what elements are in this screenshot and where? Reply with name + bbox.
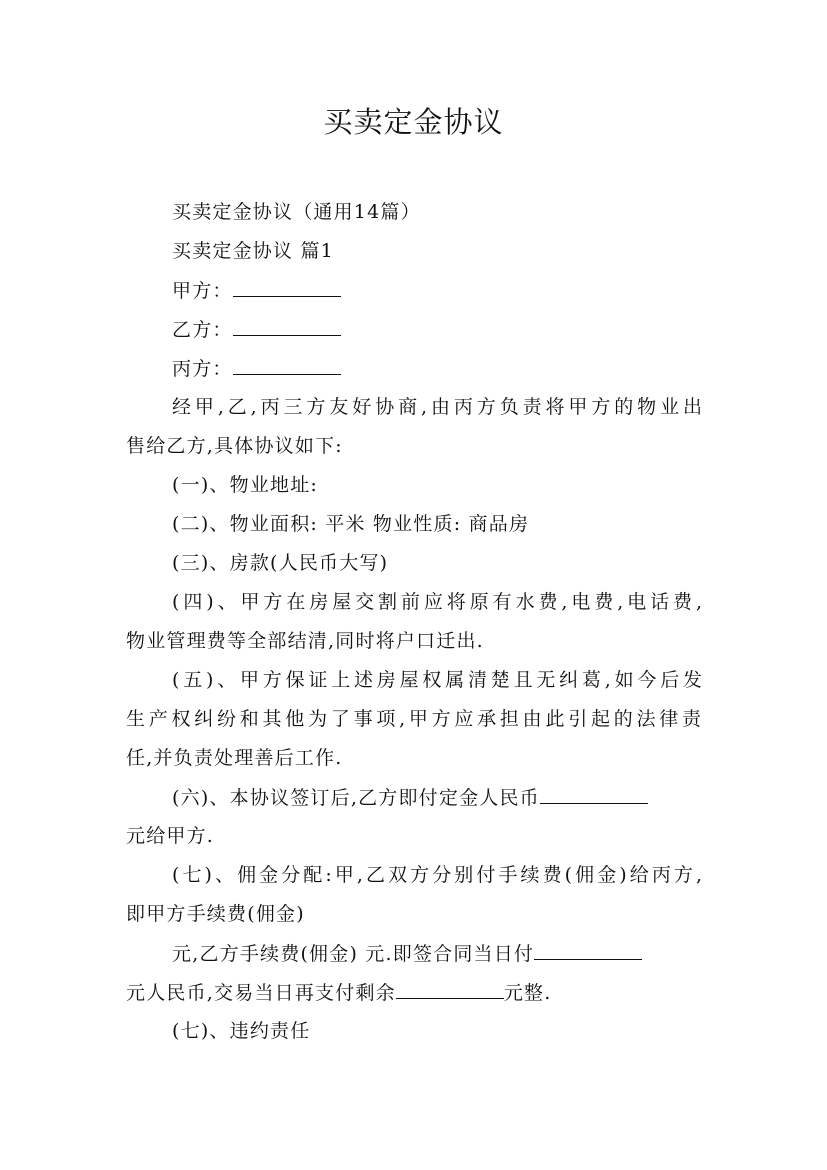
clause-7-line: 元,乙方手续费(佣金) 元.即签合同当日付 (172, 941, 642, 966)
clause-3: (三)、房款(人民币大写) (172, 552, 389, 574)
party-c-line: 丙方： (172, 356, 341, 381)
deposit-amount-blank[interactable] (540, 785, 648, 804)
clause-7-line: 即甲方手续费(佣金) (126, 903, 305, 925)
clause-6-line: 元给甲方. (126, 825, 215, 847)
subtitle: 买卖定金协议（通用14篇） (172, 201, 421, 223)
clause-1: (一)、物业地址: (172, 474, 319, 496)
clause-7-line: (七)、佣金分配:甲,乙双方分别付手续费(佣金)给丙方, (172, 864, 702, 886)
clause-2: (二)、物业面积: 平米 物业性质: 商品房 (172, 513, 530, 535)
remaining-amount-blank[interactable] (396, 980, 504, 999)
clause-4-line: (四)、甲方在房屋交割前应将原有水费,电费,电话费, (172, 591, 702, 613)
document-title: 买卖定金协议 (323, 105, 504, 139)
paragraph-line: 经甲,乙,丙三方友好协商,由丙方负责将甲方的物业出 (172, 396, 702, 418)
party-b-blank[interactable] (233, 317, 341, 336)
clause-7-line: 元人民币,交易当日再支付剩余 元整. (126, 982, 552, 1004)
clause-5-line: 生产权纠纷和其他为了事项,甲方应承担由此引起的法律责 (126, 708, 701, 730)
clause-breach: (七)、违约责任 (172, 1020, 311, 1042)
section-heading: 买卖定金协议 篇1 (172, 240, 334, 262)
party-a-blank[interactable] (233, 278, 341, 297)
party-a-line: 甲方： (172, 278, 341, 303)
clause-5-line: (五)、甲方保证上述房屋权属清楚且无纠葛,如今后发 (172, 669, 702, 691)
party-b-line: 乙方： (172, 317, 341, 342)
clause-6-line: (六)、本协议签订后,乙方即付定金人民币 (172, 785, 648, 810)
party-c-blank[interactable] (233, 356, 341, 375)
clause-4-line: 物业管理费等全部结清,同时将户口迁出. (126, 630, 484, 652)
paragraph-line: 售给乙方,具体协议如下: (126, 435, 343, 457)
clause-5-line: 任,并负责处理善后工作. (126, 747, 343, 769)
signing-payment-blank[interactable] (534, 941, 642, 960)
